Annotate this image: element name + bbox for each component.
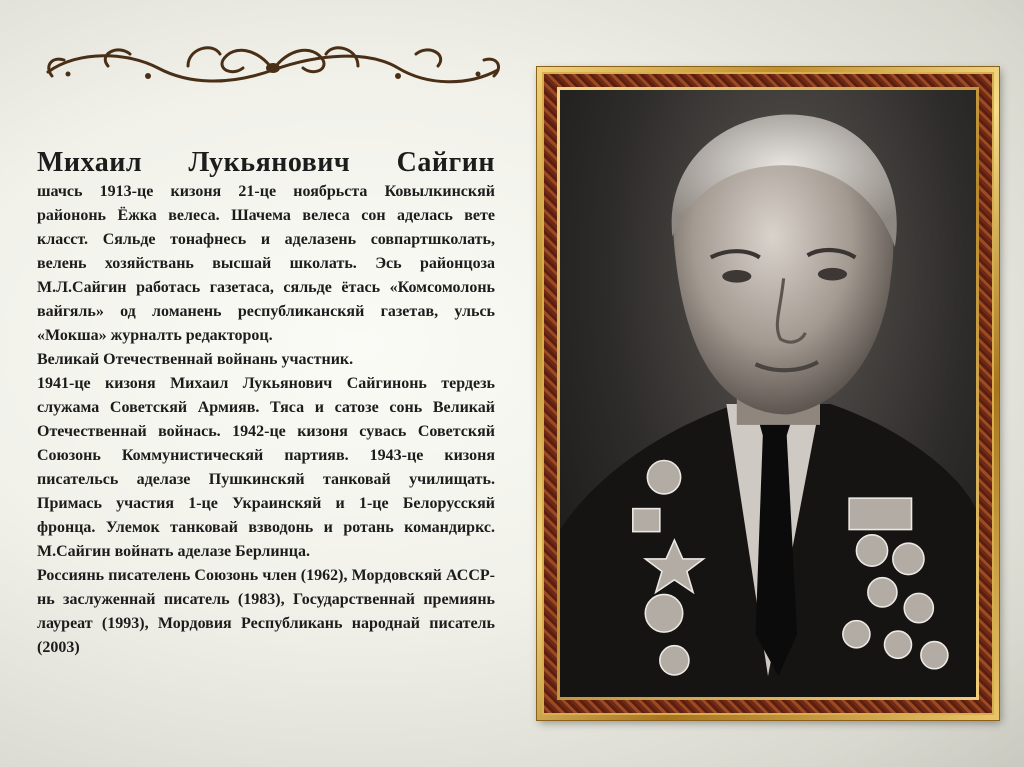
decorative-flourish [38,30,508,100]
bio-paragraph-war-participant: Великай Отечественнай войнань участник. [37,351,354,368]
frame-inlay [542,72,994,715]
bio-paragraph-honors: Россиянь писателень Союзонь член (1962), Мордовскяй АССР-нь заслуженнай писатель (1983), Государственнай премиянь лауреат (1993), Мордовия Республикань народнай писатель (2003) [37,567,495,656]
frame-inner-band [557,87,979,700]
biography-text [37,146,495,660]
portrait-illustration [560,90,976,697]
bio-paragraph-war-service: 1941-це кизоня Михаил Лукьянович Сайгинонь тердезь служама Советскяй Армияв. Тяса и сатозе сонь Великай Отечественнай войнась. 1942-це кизоня сувась Советскяй Союзонь Коммунистическяй партияв. 1943-це кизоня писательсь аделазе Пушкинскяй танковай училищать. Примась участия 1-це Украинскяй и 1-це Белорусскяй фронца. Улемок танковай взводонь и ротань командиркс. М.Сайгин войнать аделазе Берлинца. [37,375,495,560]
portrait-photo [560,90,976,697]
portrait-frame [537,67,999,720]
bio-paragraph-early-life: шачсь 1913-це кизоня 21-це ноябрьста Ковылкинскяй райононь Ёжка велеса. Шачема велеса сон аделась вете класст. Сяльде тонафнесь и аделазень совпартшколать, велень хозяйствань высшай школать. Эсь районцоза М.Л.Сайгин работась газетаса, сяльде ётась «Комсомолонь вайгяль» од ломанень республиканскяй газетав, ульсь «Мокша» журналть редактороц. [37,183,495,344]
person-name: Михаил Лукьянович Сайгин [37,147,495,178]
